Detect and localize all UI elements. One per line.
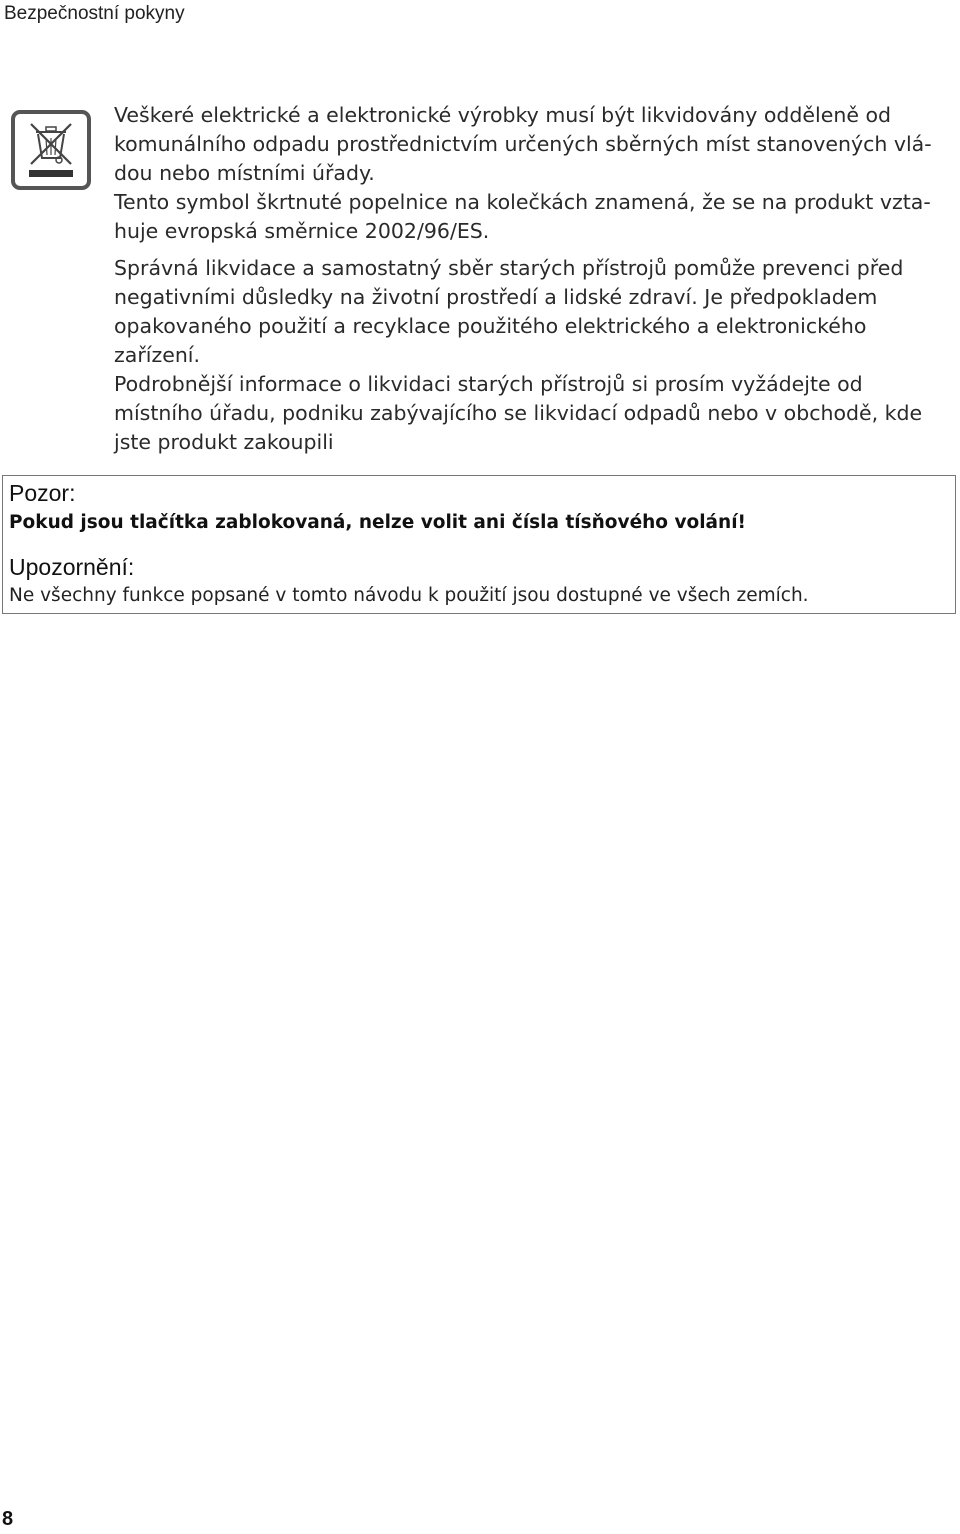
text-line: huje evropská směrnice 2002/96/ES. bbox=[114, 219, 490, 243]
text-line: negativními důsledky na životní prostředí a lidské zdraví. Je předpokladem bbox=[114, 285, 878, 309]
text-line: Podrobnější informace o likvidaci starých přístrojů si prosím vyžádejte od bbox=[114, 372, 863, 396]
text-line: zařízení. bbox=[114, 343, 201, 367]
text-line: dou nebo místními úřady. bbox=[114, 161, 375, 185]
warning-heading: Pozor: bbox=[9, 480, 76, 506]
text-line: opakovaného použití a recyklace použitého elektrického a elektronického bbox=[114, 314, 867, 338]
text-line: Veškeré elektrické a elektronické výrobky musí být likvidovány odděleně od bbox=[114, 103, 892, 127]
text-line: komunálního odpadu prostřednictvím určených sběrných míst stanovených vlá- bbox=[114, 132, 932, 156]
running-header: Bezpečnostní pokyny bbox=[4, 3, 185, 24]
weee-disposal-text bbox=[114, 101, 954, 457]
weee-paragraph-2 bbox=[114, 254, 954, 457]
notice-box bbox=[2, 475, 956, 614]
text-line: místního úřadu, podniku zabývajícího se likvidací odpadů nebo v obchodě, kde bbox=[114, 401, 923, 425]
crossed-out-wheelie-bin-icon bbox=[11, 110, 91, 190]
text-line: jste produkt zakoupili bbox=[114, 430, 334, 454]
page-number: 8 bbox=[2, 1508, 14, 1530]
text-line: Tento symbol škrtnuté popelnice na kolečkách znamená, že se na produkt vzta- bbox=[114, 190, 931, 214]
note-text: Ne všechny funkce popsané v tomto návodu k použití jsou dostupné ve všech zemích. bbox=[9, 585, 809, 606]
note-heading: Upozornění: bbox=[9, 554, 135, 580]
text-line: Správná likvidace a samostatný sběr starých přístrojů pomůže prevenci před bbox=[114, 256, 904, 280]
warning-text: Pokud jsou tlačítka zablokovaná, nelze volit ani čísla tísňového volání! bbox=[9, 512, 746, 533]
weee-paragraph-1 bbox=[114, 101, 954, 246]
